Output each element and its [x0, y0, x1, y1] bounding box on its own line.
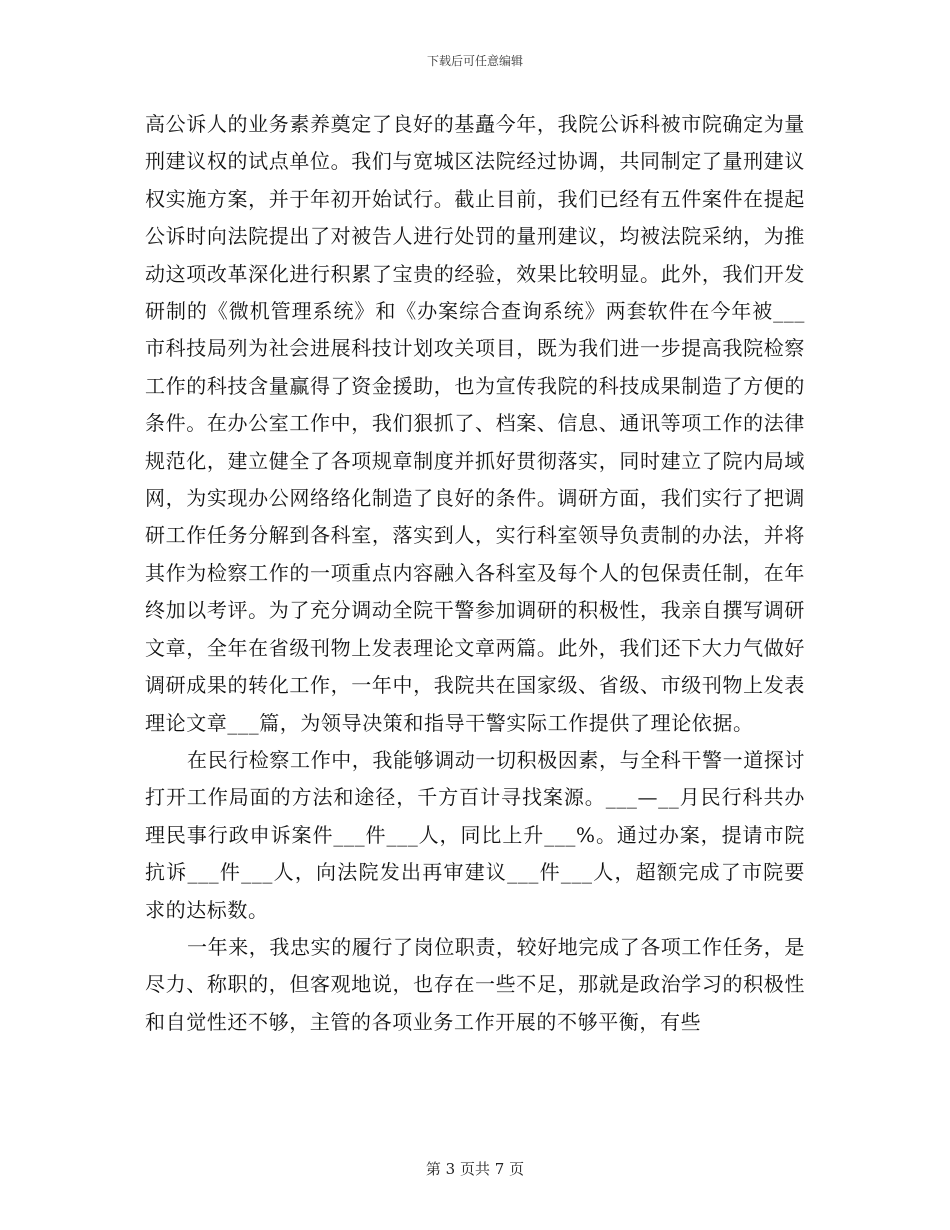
- paragraph-1: 高公诉人的业务素养奠定了良好的基矗今年，我院公诉科被市院确定为量刑建议权的试点单位。我们与宽城区法院经过协调，共同制定了量刑建议权实施方案，并于年初开始试行。截止目前，我们已经有五件案件在提起公诉时向法院提出了对被告人进行处罚的量刑建议，均被法院采纳，为推动这项改革深化进行积累了宝贵的经验，效果比较明显。此外，我们开发研制的《微机管理系统》和《办案综合查询系统》两套软件在今年被___市科技局列为社会进展科技计划攻关项目，既为我们进一步提高我院检察工作的科技含量赢得了资金援助，也为宣传我院的科技成果制造了方便的条件。在办公室工作中，我们狠抓了、档案、信息、通讯等项工作的法律规范化，建立健全了各项规章制度并抓好贯彻落实，同时建立了院内局域网，为实现办公网络络化制造了良好的条件。调研方面，我们实行了把调研工作任务分解到各科室，落实到人，实行科室领导负责制的办法，并将其作为检察工作的一项重点内容融入各科室及每个人的包保责任制，在年终加以考评。为了充分调动全院干警参加调研的积极性，我亲自撰写调研文章，全年在省级刊物上发表理论文章两篇。此外，我们还下大力气做好调研成果的转化工作，一年中，我院共在国家级、省级、市级刊物上发表理论文章___篇，为领导决策和指导干警实际工作提供了理论依据。: [145, 112, 805, 735]
- paragraph-2: 在民行检察工作中，我能够调动一切积极因素，与全科干警一道探讨打开工作局面的方法和途径，千方百计寻找案源。___—__月民行科共办理民事行政申诉案件___件___人，同比上升___%。通过办案，提请市院抗诉___件___人，向法院发出再审建议___件___人，超额完成了市院要求的达标数。: [145, 747, 805, 922]
- page-footer: 第 3 页共 7 页: [425, 1160, 525, 1178]
- document-body: [145, 106, 805, 1041]
- page-header: 下载后可任意编辑: [426, 54, 523, 68]
- paragraph-3: 一年来，我忠实的履行了岗位职责，较好地完成了各项工作任务，是尽力、称职的，但客观地说，也存在一些不足，那就是政治学习的积极性和自觉性还不够，主管的各项业务工作开展的不够平衡，有些: [145, 934, 805, 1034]
